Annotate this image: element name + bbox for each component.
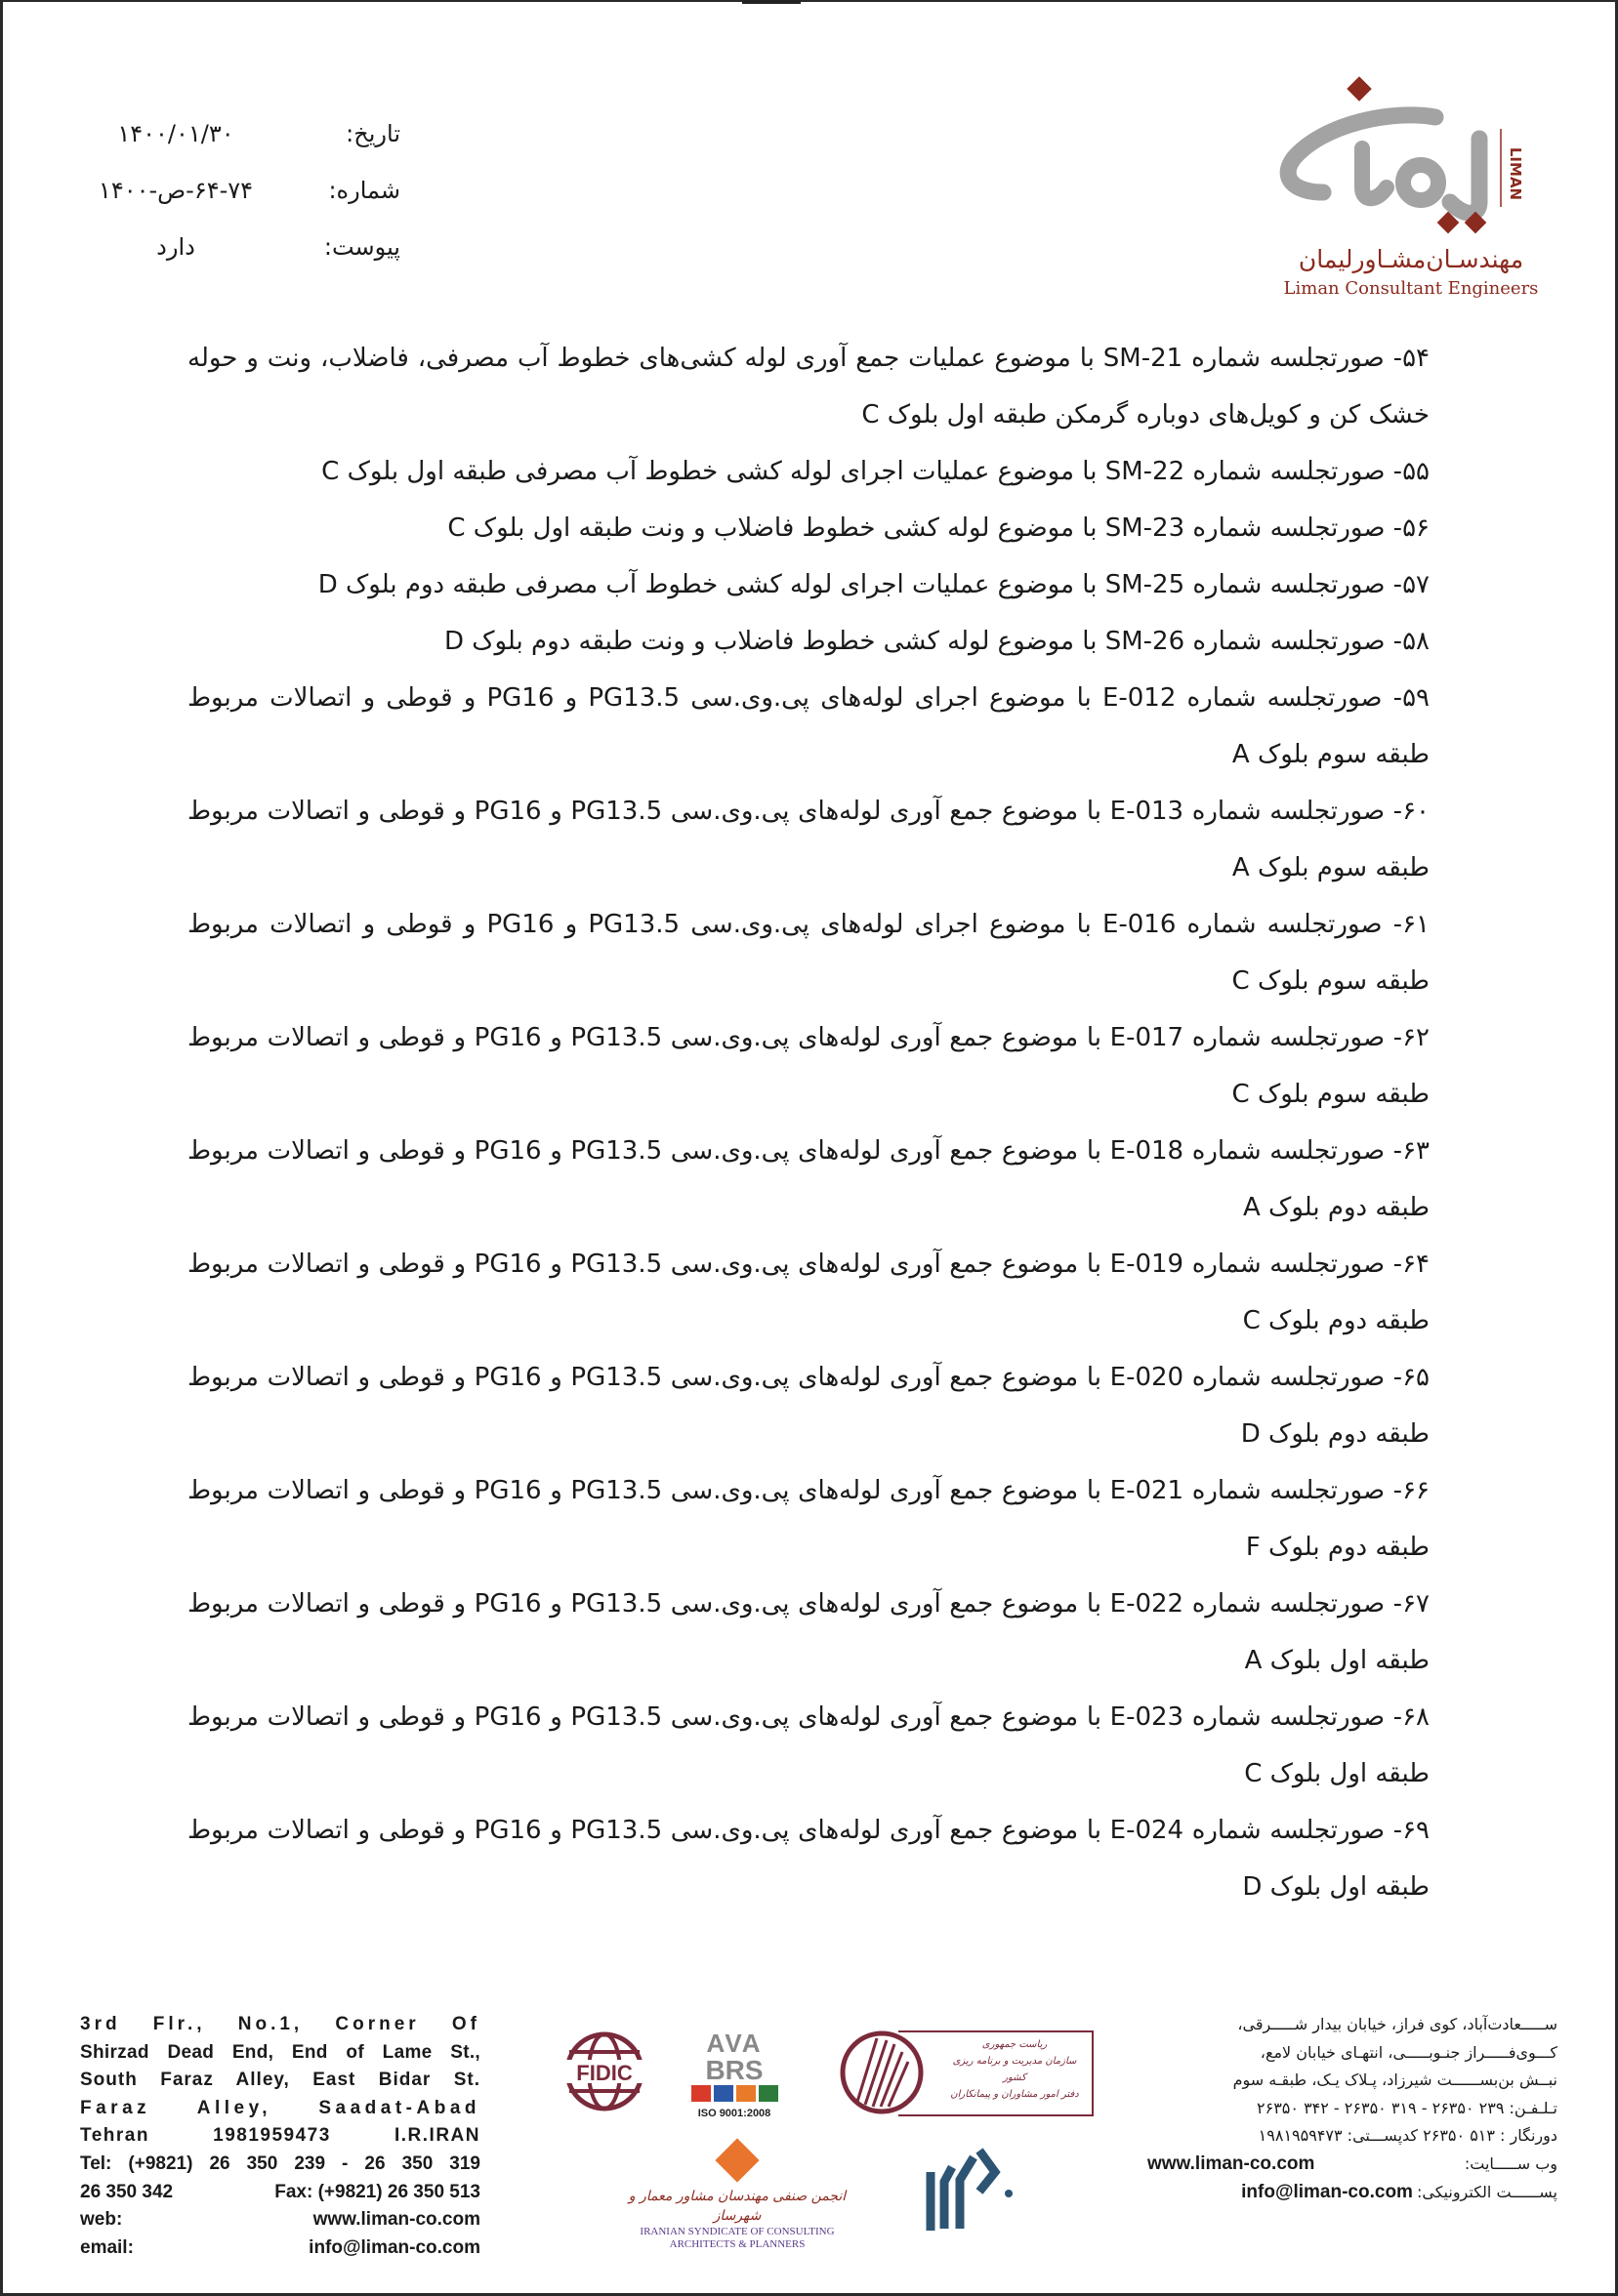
list-item: ۵۶- صورتجلسه شماره SM-23 با موضوع لوله کشی خطوط فاضلاب و ونت طبقه اول بلوک C [447, 513, 1430, 543]
web-link[interactable]: www.liman-co.com [1147, 2152, 1315, 2174]
syndicate-fa: انجمن صنفی مهندسان مشاور معمار و شهرساز [628, 2189, 847, 2224]
phone-line: تـلـفـن: ۲۳۹ ۲۶۳۵۰ - ۳۱۹ ۲۶۳۵۰ - ۳۴۲ ۲۶۳۵۰ [1257, 2098, 1557, 2117]
syndicate-diamond-icon [711, 2134, 764, 2187]
address-line: South Faraz Alley, East Bidar St. [80, 2070, 480, 2091]
list-item: ۶۴- صورتجلسه شماره E-019 با موضوع جمع آوری لوله‌های پی.وی.سی PG13.5 و PG16 و قوطی و اتصالات مربوط طبقه دوم بلوک C [187, 1250, 1431, 1335]
email-link[interactable]: info@liman-co.com [309, 2236, 480, 2258]
attachment-label: پیوست: [323, 233, 400, 261]
list-item: ۵۹- صورتجلسه شماره E-012 با موضوع اجرای لوله‌های پی.وی.سی PG13.5 و PG16 و قوطی و اتصالات مربوط طبقه سوم بلوک A [187, 683, 1430, 769]
web-label: وب ســـــایت: [1464, 2153, 1557, 2173]
phone-line: Tel: (+9821) 26 350 239 - 26 350 319 [80, 2152, 480, 2174]
gov-text-line: دفتر امور مشاوران و پیمانکاران [950, 2089, 1079, 2100]
email-label: email: [80, 2236, 134, 2258]
gov-text-line: ریاست جمهوری [981, 2039, 1048, 2050]
gov-badge [898, 2030, 1094, 2116]
list-item: ۶۱- صورتجلسه شماره E-016 با موضوع اجرای لوله‌های پی.وی.سی PG13.5 و PG16 و قوطی و اتصالات مربوط طبقه سوم بلوک C [187, 910, 1430, 996]
list-item: ۵۸- صورتجلسه شماره SM-26 با موضوع لوله کشی خطوط فاضلاب و ونت طبقه دوم بلوک D [443, 627, 1430, 656]
number-row [68, 162, 400, 219]
fidic-logo [560, 2030, 649, 2112]
address-line: 3rd Flr., No.1, Corner Of [80, 2014, 480, 2034]
date-label: تاریخ: [346, 120, 400, 147]
list-item: ۶۶- صورتجلسه شماره E-021 با موضوع جمع آوری لوله‌های پی.وی.سی PG13.5 و PG16 و قوطی و اتصالات مربوط طبقه دوم بلوک F [187, 1476, 1431, 1562]
attachment-row [68, 219, 400, 275]
address-line: کـــوی‌فـــــراز جنـوبـــــی، انتهـای خیابان لامع، [1260, 2042, 1557, 2062]
attachment-value: دارد [156, 233, 195, 261]
list-item: ۶۸- صورتجلسه شماره E-023 با موضوع جمع آوری لوله‌های پی.وی.سی PG13.5 و PG16 و قوطی و اتصالات مربوط طبقه اول بلوک C [187, 1702, 1431, 1788]
company-name-fa: مهندسـان‌مشـاورلیمان [1298, 245, 1524, 273]
list-item: ۵۷- صورتجلسه شماره SM-25 با موضوع عملیات اجرای لوله کشی خطوط آب مصرفی طبقه دوم بلوک D [317, 570, 1430, 599]
fax-postal-line: دورنگار : ۵۱۳ ۲۶۳۵۰ کدپســـتی: ۱۹۸۱۹۵۹۴۷۳ [1258, 2126, 1557, 2146]
association-logo-icon [923, 2143, 1020, 2235]
syndicate-logo [615, 2187, 859, 2251]
email-row [1147, 2179, 1557, 2207]
number-value: ۶۴-۷۴-ص-۱۴۰۰ [98, 177, 254, 204]
list-item: ۵۵- صورتجلسه شماره SM-22 با موضوع عملیات اجرای لوله کشی خطوط آب مصرفی طبقه اول بلوک C [321, 457, 1430, 486]
minutes-list [187, 330, 1430, 1915]
syndicate-en: IRANIAN SYNDICATE OF CONSULTING [640, 2226, 835, 2237]
web-row [1147, 2151, 1557, 2179]
list-item: ۶۰- صورتجلسه شماره E-013 با موضوع جمع آوری لوله‌های پی.وی.سی PG13.5 و PG16 و قوطی و اتصالات مربوط طبقه سوم بلوک A [187, 797, 1431, 882]
list-item: ۶۳- صورتجلسه شماره E-018 با موضوع جمع آوری لوله‌های پی.وی.سی PG13.5 و PG16 و قوطی و اتصالات مربوط طبقه دوم بلوک A [187, 1136, 1431, 1222]
email-label: پســــــت الکترونیکی: [1416, 2182, 1557, 2201]
address-line: ســـــعادت‌آباد، کوی فراز، خیابان بیدار شـــــرقی، [1237, 2015, 1557, 2033]
email-link[interactable]: info@liman-co.com [1241, 2181, 1413, 2202]
liman-mark-icon [1255, 70, 1577, 241]
phone-3: 26 350 342 [80, 2181, 174, 2202]
number-label: شماره: [328, 177, 400, 204]
list-item: ۵۴- صورتجلسه شماره SM-21 با موضوع عملیات جمع آوری لوله کشی‌های خطوط آب مصرفی، فاضلاب، ونت و حوله خشک کن و کویل‌های دوباره گرمکن طبقه اول بلوک C [187, 344, 1430, 430]
web-link[interactable]: www.liman-co.com [312, 2209, 480, 2231]
address-line: Faraz Alley, Saadat-Abad [80, 2097, 480, 2118]
list-item: ۶۷- صورتجلسه شماره E-022 با موضوع جمع آوری لوله‌های پی.وی.سی PG13.5 و PG16 و قوطی و اتصالات مربوط طبقه اول بلوک A [187, 1589, 1431, 1675]
address-line: نبــش بن‌بســــــت شیرزاد، پـلاک یـک، طبقـه سوم [1232, 2070, 1557, 2090]
brs-iso-logo [684, 2029, 786, 2123]
list-item: ۶۹- صورتجلسه شماره E-024 با موضوع جمع آوری لوله‌های پی.وی.سی PG13.5 و PG16 و قوطی و اتصالات مربوط طبقه اول بلوک D [187, 1816, 1431, 1902]
list-item: ۶۵- صورتجلسه شماره E-020 با موضوع جمع آوری لوله‌های پی.وی.سی PG13.5 و PG16 و قوطی و اتصالات مربوط طبقه دوم بلوک D [187, 1363, 1431, 1449]
brs-text: BRS [705, 2055, 764, 2085]
gov-text-line: سازمان مدیریت و برنامه ریزی کشور [952, 2056, 1077, 2083]
ava-text: AVA [706, 2029, 763, 2058]
address-english [80, 2011, 480, 2262]
web-row [80, 2206, 480, 2234]
web-label: web: [80, 2209, 123, 2231]
date-value: ۱۴۰۰/۰۱/۳۰ [117, 120, 234, 147]
logo-side-text: LIMAN [1507, 146, 1524, 201]
company-logo [1255, 70, 1577, 309]
date-row [68, 105, 400, 162]
fax: Fax: (+9821) 26 350 513 [274, 2181, 480, 2202]
company-name-en: Liman Consultant Engineers [1283, 278, 1539, 299]
list-item: ۶۲- صورتجلسه شماره E-017 با موضوع جمع آوری لوله‌های پی.وی.سی PG13.5 و PG16 و قوطی و اتصالات مربوط طبقه سوم بلوک C [187, 1023, 1431, 1109]
syndicate-en: ARCHITECTS & PLANNERS [669, 2238, 806, 2250]
address-persian [1147, 2011, 1557, 2206]
fax-row [80, 2179, 480, 2207]
address-line: Shirzad Dead End, End of Lame St., [80, 2041, 480, 2063]
gov-text [941, 2036, 1088, 2103]
letter-meta [68, 105, 400, 275]
address-line: Tehran 1981959473 I.R.IRAN [80, 2125, 480, 2147]
scan-mark [742, 0, 801, 4]
email-row [80, 2234, 480, 2263]
fidic-text: FIDIC [576, 2061, 633, 2085]
iso-text: ISO 9001:2008 [697, 2108, 771, 2119]
